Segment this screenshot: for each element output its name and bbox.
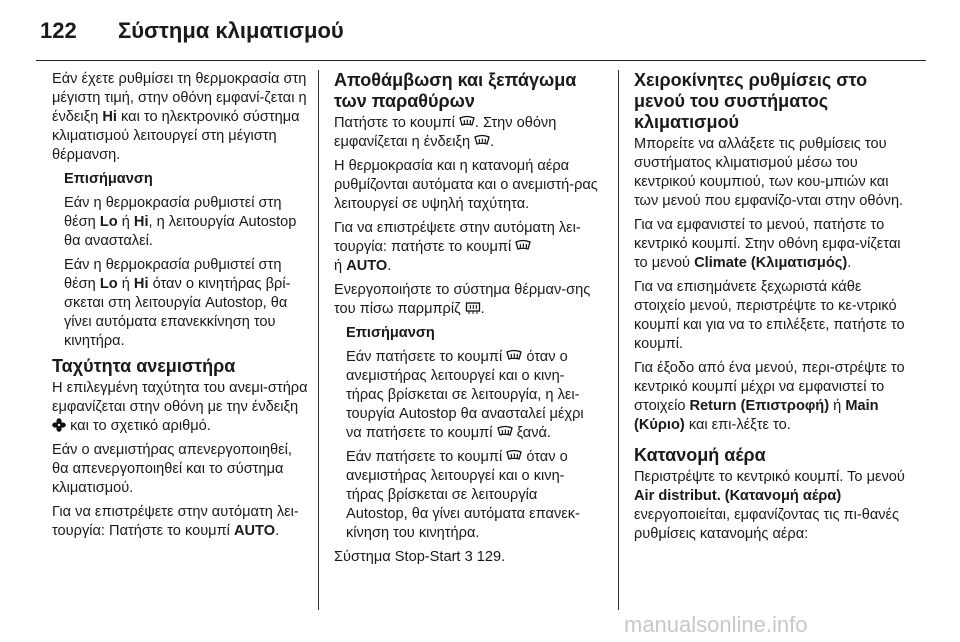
intro-paragraph: Εάν έχετε ρυθμίσει τη θερμοκρασία στη μέγιστη τιμή, στην οθόνη εμφανί-ζεται η ένδειξη Hi και το ηλεκτρονικό σύστημα κλιματισμού λειτουργεί στη μέγιστη θέρμανση. — [52, 71, 307, 163]
paragraph: Για να επιστρέψετε στην αυτόματη λει-τουργία: Πατήστε το κουμπί AUTO. — [52, 504, 299, 539]
paragraph: Για να εμφανιστεί το μενού, πατήστε το κεντρικό κουμπί. Στην οθόνη εμφα-νίζεται το μενού Climate (Κλιματισμός). — [634, 217, 901, 271]
windscreen-defrost-icon — [506, 349, 522, 363]
note-paragraph: Εάν πατήσετε το κουμπί όταν ο ανεμιστήρας λειτουργεί και ο κινη-τήρας βρίσκεται σε λειτουργία, η λει-τουργία Autostop θα ανασταλεί μέχρι να πατήσετε το κουμπί ξανά. — [346, 349, 584, 441]
note-paragraph: Εάν πατήσετε το κουμπί όταν ο ανεμιστήρας λειτουργεί και ο κινη-τήρας βρίσκεται σε λειτουργία Autostop, θα γίνει αυτόματα επανεκ-κίνηση του κινητήρα. — [346, 449, 580, 541]
paragraph: Ενεργοποιήστε το σύστημα θέρμαν-σης του πίσω παρμπρίζ . — [334, 282, 591, 317]
note-box — [64, 170, 310, 351]
paragraph: Η θερμοκρασία και η κατανομή αέρα ρυθμίζονται αυτόματα και ο ανεμιστή-ρας λειτουργεί σε υψηλή ταχύτητα. — [334, 158, 598, 212]
paragraph: Η επιλεγμένη ταχύτητα του ανεμι-στήρα εμφανίζεται στην οθόνη με την ένδειξη και το σχετικό αριθμό. — [52, 380, 308, 434]
paragraph: Για να επισημάνετε ξεχωριστά κάθε στοιχείο μενού, περιστρέψτε το κε-ντρικό κουμπί και για να το επιλέξετε, πατήστε το κουμπί. — [634, 279, 905, 352]
section-heading-fan-speed: Ταχύτητα ανεμιστήρα — [52, 356, 236, 376]
note-title: Επισήμανση — [64, 171, 153, 187]
column-3 — [634, 70, 910, 549]
windscreen-defrost-icon — [474, 134, 490, 148]
paragraph: Για έξοδο από ένα μενού, περι-στρέψτε το κεντρικό κουμπί μέχρι να εμφανιστεί το στοιχείο Return (Επιστροφή) ή Main (Κύριο) και επι-λέξτε το. — [634, 360, 905, 433]
paragraph: Εάν ο ανεμιστήρας απενεργοποιηθεί, θα απενεργοποιηθεί και το σύστημα κλιματισμού. — [52, 442, 292, 496]
paragraph: Για να επιστρέψετε στην αυτόματη λει-τουργία: πατήστε το κουμπί ή AUTO. — [334, 220, 581, 274]
column-divider — [618, 70, 619, 610]
cross-reference: Σύστημα Stop-Start 3 129. — [334, 549, 506, 565]
section-heading-defrost: Αποθάμβωση και ξεπάγωμα των παραθύρων — [334, 70, 577, 111]
paragraph: Περιστρέψτε το κεντρικό κουμπί. Το μενού Air distribut. (Κατανομή αέρα) ενεργοποιείται, εμφανίζοντας τις πι-θανές ρυθμίσεις κατανομής αέρα: — [634, 469, 905, 542]
watermark: manualsonline.info — [624, 612, 808, 637]
reference-arrow-icon: 3 — [464, 549, 473, 565]
page-number: 122 — [40, 18, 77, 43]
paragraph: Μπορείτε να αλλάξετε τις ρυθμίσεις του συστήματος κλιματισμού μέσω του κεντρικού κουμπιού, των κου-μπιών και των μενού που εμφανίζο-νται στην οθόνη. — [634, 136, 904, 209]
column-2 — [334, 70, 602, 572]
note-paragraph: Εάν η θερμοκρασία ρυθμιστεί στη θέση Lo ή Hi, η λειτουργία Autostop θα ανασταλεί. — [64, 195, 297, 249]
note-box — [346, 324, 602, 543]
windscreen-defrost-icon — [506, 449, 522, 463]
windscreen-defrost-icon — [459, 115, 475, 129]
windscreen-defrost-icon — [497, 425, 513, 439]
column-divider — [318, 70, 319, 610]
note-paragraph: Εάν η θερμοκρασία ρυθμιστεί στη θέση Lo ή Hi όταν ο κινητήρας βρί-σκεται στη λειτουργία Autostop, θα γίνει αυτόματα επανεκκίνηση του κινητήρα. — [64, 257, 291, 349]
paragraph: Πατήστε το κουμπί . Στην οθόνη εμφανίζεται η ένδειξη . — [334, 115, 557, 150]
page-title: Σύστημα κλιματισμού — [118, 18, 344, 43]
rear-window-heater-icon — [465, 301, 481, 315]
note-title: Επισήμανση — [346, 325, 435, 341]
section-heading-air-distribution: Κατανομή αέρα — [634, 445, 766, 465]
fan-icon — [52, 418, 66, 432]
page-header — [36, 10, 926, 61]
section-heading-manual-settings: Χειροκίνητες ρυθμίσεις στο μενού του συστήματος κλιματισμού — [634, 70, 868, 132]
column-1 — [52, 70, 310, 546]
windscreen-defrost-icon — [515, 239, 531, 253]
